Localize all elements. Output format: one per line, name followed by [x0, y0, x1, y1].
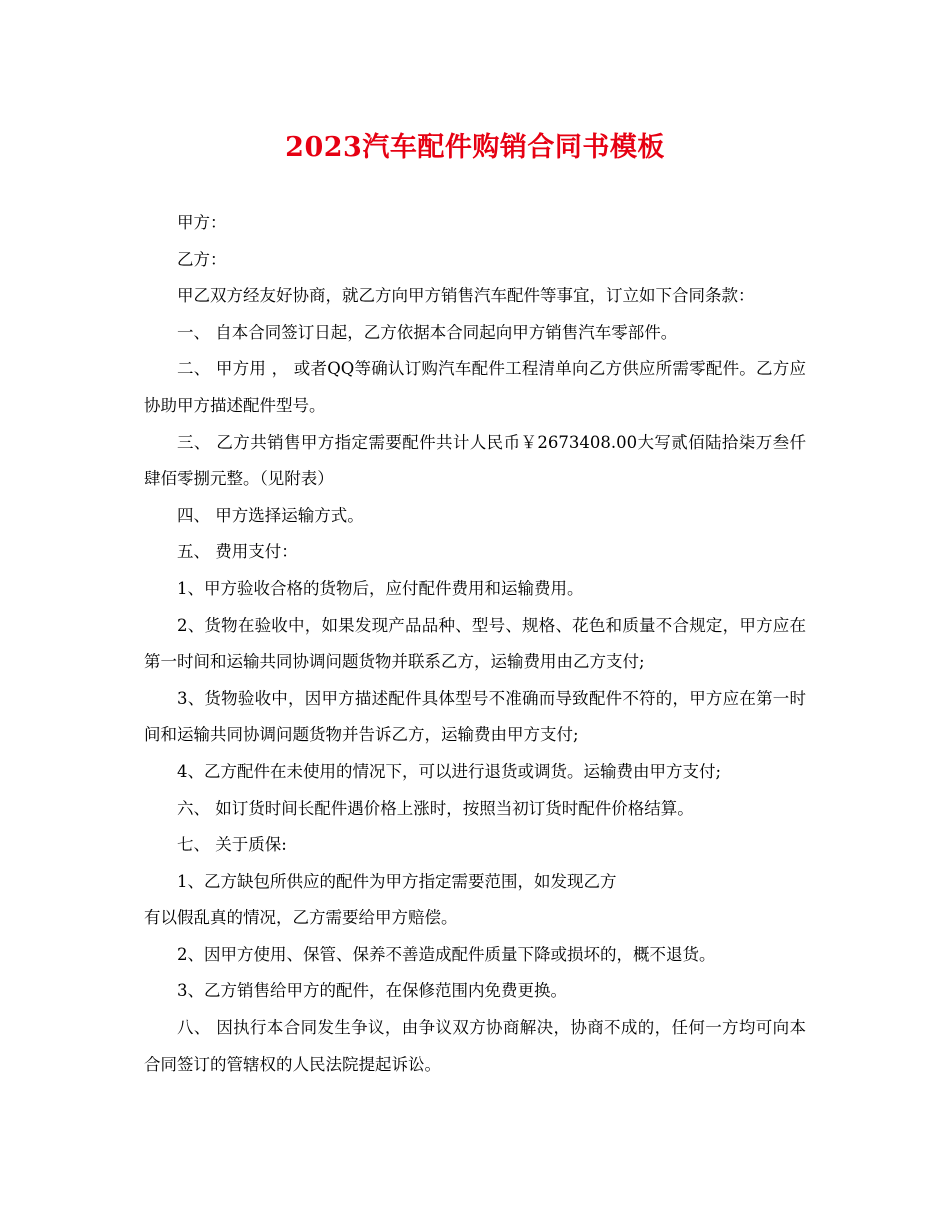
clause-1: 一、 自本合同签订日起，乙方依据本合同起向甲方销售汽车零部件。: [177, 322, 678, 342]
clause-7-item-3: 3、乙方销售给甲方的配件，在保修范围内免费更换。: [177, 981, 567, 1001]
document-body: [144, 205, 806, 1083]
clause-4: 四、 甲方选择运输方式。: [177, 505, 364, 525]
clause-7-item-2: 2、因甲方使用、保管、保养不善造成配件质量下降或损坏的，概不退货。: [177, 944, 716, 964]
clause-6: 六、 如订货时间长配件遇价格上涨时，按照当初订货时配件价格结算。: [177, 798, 694, 818]
clause-5-item-3: 3、货物验收中，因甲方描述配件具体型号不准确而导致配件不符的，甲方应在第一时间和运输共同协调问题货物并告诉乙方，运输费由甲方支付;: [144, 688, 806, 745]
preamble-paragraph: 甲乙双方经友好协商，就乙方向甲方销售汽车配件等事宜，订立如下合同条款：: [177, 286, 755, 306]
clause-8: 八、 因执行本合同发生争议，由争议双方协商解决，协商不成的，任何一方均可向本合同签订的管辖权的人民法院提起诉讼。: [144, 1018, 806, 1074]
clause-7-item-1: 1、乙方缺包所供应的配件为甲方指定需要范围，如发现乙方: [177, 871, 617, 891]
document-title: 2023汽车配件购销合同书模板: [285, 132, 665, 163]
clause-3: 三、 乙方共销售甲方指定需要配件共计人民币￥2673408.00大写贰佰陆拾柒万叁仟肆佰零捌元整。（见附表）: [144, 432, 806, 489]
clause-5-item-2: 2、货物在验收中，如果发现产品品种、型号、规格、花色和质量不合规定，甲方应在第一时间和运输共同协调问题货物并联系乙方，运输费用由乙方支付;: [144, 615, 806, 672]
clause-7-heading: 七、 关于质保:: [177, 835, 287, 855]
clause-5-item-4: 4、乙方配件在未使用的情况下，可以进行退货或调货。运输费由甲方支付;: [177, 761, 722, 781]
clause-2: 二、 甲方用 ， 或者QQ等确认订购汽车配件工程清单向乙方供应所需零配件。乙方应协助甲方描述配件型号。: [144, 359, 806, 415]
party-b-line: 乙方：: [177, 249, 227, 269]
clause-7-item-1-continued: 有以假乱真的情况，乙方需要给甲方赔偿。: [144, 908, 458, 928]
party-a-line: 甲方：: [177, 213, 227, 232]
clause-5-heading: 五、 费用支付：: [177, 542, 298, 562]
clause-5-item-1: 1、甲方验收合格的货物后，应付配件费用和运输费用。: [177, 578, 584, 598]
